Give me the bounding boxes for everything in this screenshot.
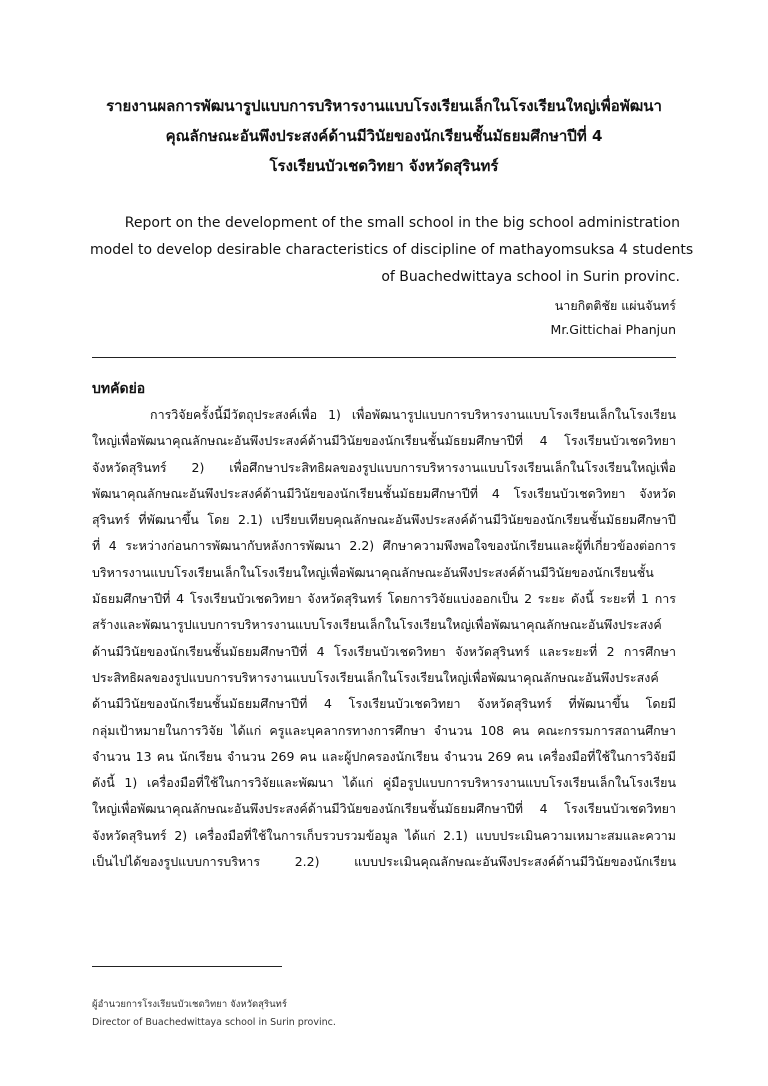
footnote-english: Director of Buachedwittaya school in Surin provinc.	[92, 1017, 336, 1028]
abstract-body	[92, 402, 676, 875]
abstract-line: ด้านมีวินัยของนักเรียนชั้นมัธยมศึกษาปีที่ 4 โรงเรียนบัวเชดวิทยา จังหวัดสุรินทร์ ที่พัฒนาขึ้น โดยมี	[92, 696, 676, 712]
abstract-line: จังหวัดสุรินทร์ 2) เพื่อศึกษาประสิทธิผลของรูปแบบการบริหารงานแบบโรงเรียนเล็กในโรงเรียนใหญ่เพื่อ	[92, 459, 676, 475]
english-title	[90, 210, 694, 291]
abstract-line: สร้างและพัฒนารูปแบบการบริหารงานแบบโรงเรียนเล็กในโรงเรียนใหญ่เพื่อพัฒนาคุณลักษณะอันพึงประสงค์	[92, 617, 662, 633]
abstract-line: ด้านมีวินัยของนักเรียนชั้นมัธยมศึกษาปีที่ 4 โรงเรียนบัวเชดวิทยา จังหวัดสุรินทร์ และระยะที่ 2 การศึกษา	[92, 643, 676, 659]
thai-title	[60, 91, 708, 181]
author-name-thai: นายกิตติชัย แผ่นจันทร์	[554, 298, 676, 313]
footnote-thai: ผู้อำนวยการโรงเรียนบัวเชดวิทยา จังหวัดสุรินทร์	[92, 999, 287, 1010]
header-divider	[92, 357, 676, 358]
abstract-line: กลุ่มเป้าหมายในการวิจัย ได้แก่ ครูและบุคลากรทางการศึกษา จำนวน 108 คน คณะกรรมการสถานศึกษา	[92, 722, 676, 738]
abstract-line: ประสิทธิผลของรูปแบบการบริหารงานแบบโรงเรียนเล็กในโรงเรียนใหญ่เพื่อพัฒนาคุณลักษณะอันพึงประสงค์	[92, 669, 659, 685]
abstract-line: การวิจัยครั้งนี้มีวัตถุประสงค์เพื่อ 1) เพื่อพัฒนารูปแบบการบริหารงานแบบโรงเรียนเล็กในโรงเรียน	[150, 407, 676, 422]
abstract-line: มัธยมศึกษาปีที่ 4 โรงเรียนบัวเชดวิทยา จังหวัดสุรินทร์ โดยการวิจัยแบ่งออกเป็น 2 ระยะ ดังนี้ ระยะที่ 1 การ	[92, 591, 676, 607]
abstract-line: จังหวัดสุรินทร์ 2) เครื่องมือที่ใช้ในการเก็บรวบรวมข้อมูล ได้แก่ 2.1) แบบประเมินความเหมาะสมและความ	[92, 827, 676, 843]
thai-title-line-3: โรงเรียนบัวเชดวิทยา จังหวัดสุรินทร์	[269, 157, 499, 175]
abstract-line: ที่ 4 ระหว่างก่อนการพัฒนากับหลังการพัฒนา 2.2) ศึกษาความพึงพอใจของนักเรียนและผู้ที่เกี่ยวข้องต่อการ	[92, 538, 676, 554]
abstract-heading: บทคัดย่อ	[92, 381, 146, 397]
abstract-line: สุรินทร์ ที่พัฒนาขึ้น โดย 2.1) เปรียบเทียบคุณลักษณะอันพึงประสงค์ด้านมีวินัยของนักเรียนชั้นมัธยมศึกษาปี	[92, 512, 676, 528]
thai-title-line-2: คุณลักษณะอันพึงประสงค์ด้านมีวินัยของนักเรียนชั้นมัธยมศึกษาปีที่ 4	[165, 127, 603, 145]
abstract-line: เป็นไปได้ของรูปแบบการบริหาร 2.2) แบบประเมินคุณลักษณะอันพึงประสงค์ด้านมีวินัยของนักเรียน	[92, 854, 676, 870]
thai-title-line-1: รายงานผลการพัฒนารูปแบบการบริหารงานแบบโรงเรียนเล็กในโรงเรียนใหญ่เพื่อพัฒนา	[106, 97, 662, 115]
english-title-line-1: Report on the development of the small school in the big school administration	[124, 215, 680, 231]
footnote-divider	[92, 966, 282, 967]
english-title-line-2: model to develop desirable characteristics of discipline of mathayomsuksa 4 students	[90, 242, 694, 258]
abstract-line: ใหญ่เพื่อพัฒนาคุณลักษณะอันพึงประสงค์ด้านมีวินัยของนักเรียนชั้นมัธยมศึกษาปีที่ 4 โรงเรียนบัวเชดวิทยา	[92, 433, 676, 449]
english-title-line-3: of Buachedwittaya school in Surin provinc.	[381, 269, 680, 285]
abstract-line: พัฒนาคุณลักษณะอันพึงประสงค์ด้านมีวินัยของนักเรียนชั้นมัธยมศึกษาปีที่ 4 โรงเรียนบัวเชดวิทยา จังหวัด	[92, 485, 676, 501]
abstract-line: ใหญ่เพื่อพัฒนาคุณลักษณะอันพึงประสงค์ด้านมีวินัยของนักเรียนชั้นมัธยมศึกษาปีที่ 4 โรงเรียนบัวเชดวิทยา	[92, 801, 676, 817]
abstract-line: ดังนี้ 1) เครื่องมือที่ใช้ในการวิจัยและพัฒนา ได้แก่ คู่มือรูปแบบการบริหารงานแบบโรงเรียนเล็กในโรงเรียน	[92, 775, 676, 791]
author-name-english: Mr.Gittichai Phanjun	[550, 322, 676, 337]
abstract-line: บริหารงานแบบโรงเรียนเล็กในโรงเรียนใหญ่เพื่อพัฒนาคุณลักษณะอันพึงประสงค์ด้านมีวินัยของนักเรียนชั้น	[92, 564, 654, 580]
abstract-line: จำนวน 13 คน นักเรียน จำนวน 269 คน และผู้ปกครองนักเรียน จำนวน 269 คน เครื่องมือที่ใช้ในการวิจัยมี	[92, 748, 676, 764]
